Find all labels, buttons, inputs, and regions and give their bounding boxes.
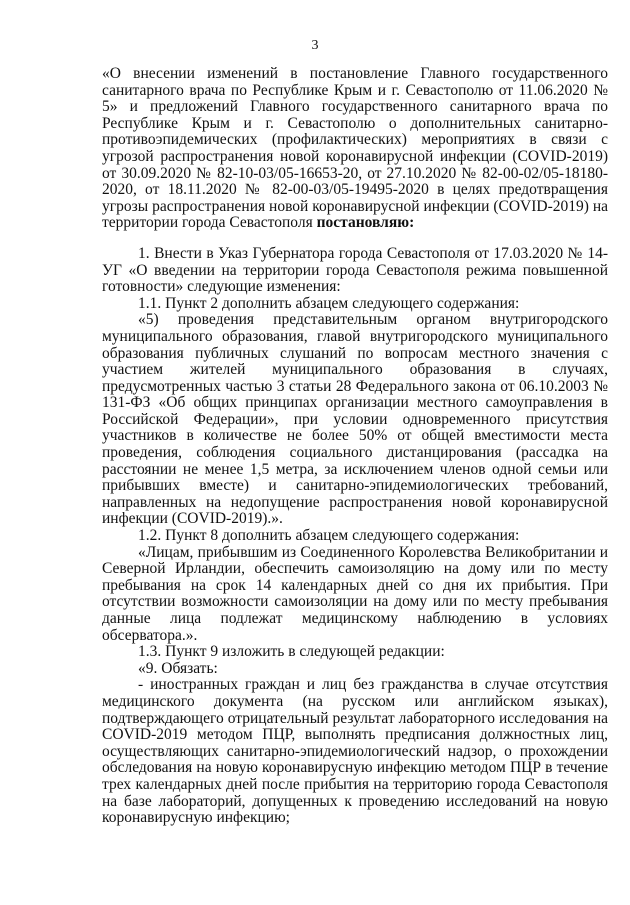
paragraph-quote-uk: «Лицам, прибывшим из Соединенного Королевства Великобритании и Северной Ирландии, обеспечить самоизоляцию на дому или по месту пребывания на срок 14 календарных дней со дня их прибытия. При отсутствии возможности самоизоляции на дому или по месту пребывания данные лица подлежат медицинскому наблюдению в условиях обсерватора.». [102, 543, 608, 644]
page-number: 3 [311, 38, 319, 53]
paragraph-item-1-1: 1.1. Пункт 2 дополнить абзацем следующего содержания: [138, 294, 520, 312]
paragraph-item-1-3: 1.3. Пункт 9 изложить в следующей редакции: [138, 643, 445, 661]
paragraph-obligation: - иностранных граждан и лиц без гражданства в случае отсутствия медицинского документа (на русском или английском языках), подтверждающего отрицательный результат лабораторного исследования на COVID-2019 методом ПЦР, выполнять предписания должностных лиц, осуществляющих санитарно-эпидемиологический надзор, о прохождении обследования на новую коронавирусную инфекцию методом ПЦР в течение трех календарных дней после прибытия на территорию города Севастополя на базе лабораторий, допущенных к проведению исследований на новую коронавирусную инфекцию; [102, 676, 608, 827]
document-body [102, 66, 608, 827]
paragraph-quote-5: «5) проведения представительным органом внутригородского муниципального образования, главой внутригородского муниципального образования публичных слушаний по вопросам местного значения с участием жителей муниципального образования в случаях, предусмотренных частью 3 статьи 28 Федерального закона от 06.10.2003 № 131-ФЗ «Об общих принципах организации местного самоуправления в Российской Федерации», при условии одновременного присутствия участников в количестве не более 50% от общей вместимости места проведения, соблюдения социального дистанцирования (рассадка на расстоянии не менее 1,5 метра, за исключением членов одной семьи или прибывших вместе) и санитарно-эпидемиологических требований, направленных на недопущение распространения новой коронавирусной инфекции (COVID-2019).». [102, 311, 608, 528]
preamble-text: «О внесении изменений в постановление Главного государственного санитарного врача по Республике Крым и г. Севастополю от 11.06.2020 № 5» и предложений Главного государственного санитарного врача по Республике Крым и г. Севастополю о дополнительных санитарно-противоэпидемических (профилактических) мероприятиях в связи с угрозой распространения новой коронавирусной инфекции (COVID-2019) от 30.09.2020 № 82-10-03/05-16653-20, от 27.10.2020 № 82-00-02/05-18180-2020, от 18.11.2020 № 82-00-03/05-19495-2020 в целях предотвращения угрозы распространения новой коронавирусной инфекции (COVID-2019) на территории города Севастополя [102, 65, 608, 232]
paragraph-quote-9: «9. Обязать: [138, 659, 218, 677]
resolution-word: постановляю: [316, 214, 415, 232]
paragraph-item-1: 1. Внести в Указ Губернатора города Севастополя от 17.03.2020 № 14-УГ «О введении на территории города Севастополя режима повышенной готовности» следующие изменения: [102, 244, 608, 296]
paragraph-preamble [102, 66, 608, 232]
paragraph-item-1-2: 1.2. Пункт 8 дополнить абзацем следующего содержания: [138, 527, 520, 545]
